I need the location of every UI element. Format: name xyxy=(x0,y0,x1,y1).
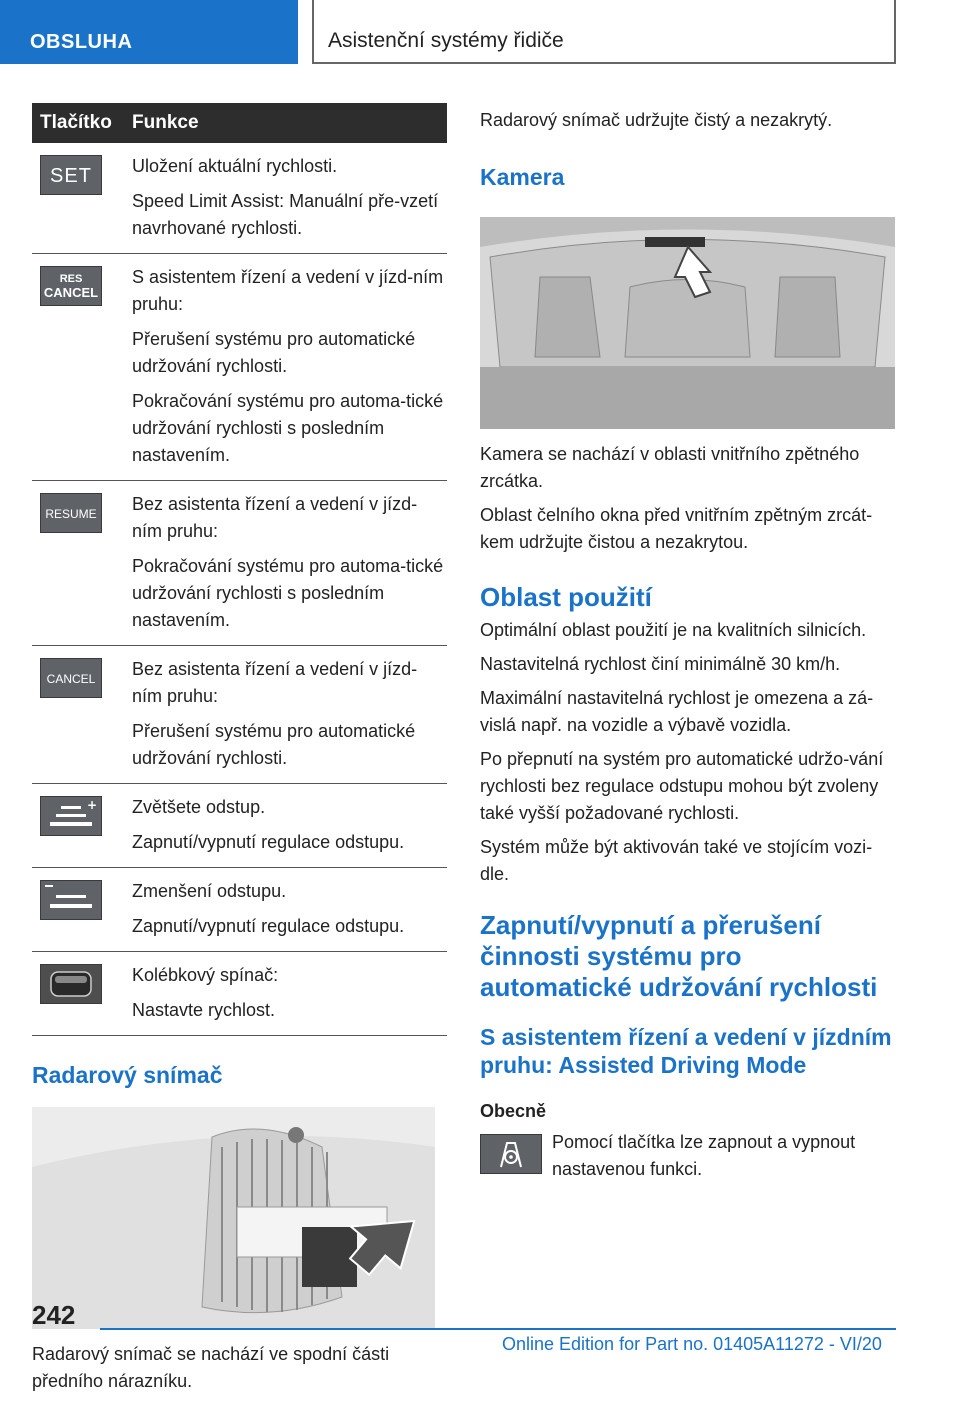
column-header-button: Tlačítko xyxy=(32,103,124,143)
chapter-title: Asistenční systémy řidiče xyxy=(312,0,896,64)
left-column xyxy=(32,103,447,1402)
rocker-switch-icon xyxy=(40,964,102,1004)
usage-text-1: Optimální oblast použití je na kvalitních silnicích. xyxy=(480,620,867,640)
function-text: S asistentem řízení a vedení v jízd-ním pruhu: xyxy=(132,267,444,314)
table-row xyxy=(32,952,447,1036)
icon-label-bottom: CANCEL xyxy=(43,285,99,300)
camera-image xyxy=(480,217,895,429)
usage-text-4: Po přepnutí na systém pro automatické udržo-vání rychlosti bez regulace odstupu mohou být zvoleny také vyšší požadované rychlosti. xyxy=(480,749,884,823)
function-text: Kolébkový spínač: xyxy=(132,965,279,985)
radar-heading: Radarový snímač xyxy=(32,1062,223,1088)
function-text: Zvětšete odstup. xyxy=(132,797,266,817)
table-row xyxy=(32,868,447,952)
function-text: Přerušení systému pro automatické udržování rychlosti. xyxy=(132,721,416,768)
camera-heading: Kamera xyxy=(480,164,565,190)
general-row xyxy=(480,1134,896,1190)
usage-text-5: Systém může být aktivován také ve stojícím vozi-dle. xyxy=(480,837,873,884)
function-text: Přerušení systému pro automatické udržování rychlosti. xyxy=(132,329,416,376)
right-column xyxy=(480,103,896,1190)
footer-divider xyxy=(100,1328,896,1330)
switching-heading: Zapnutí/vypnutí a přerušení činnosti systému pro automatické udržování rychlosti xyxy=(480,910,878,1002)
general-text: Pomocí tlačítka lze zapnout a vypnout nastavenou funkci. xyxy=(552,1132,856,1179)
page-header xyxy=(0,0,960,64)
function-text: Zapnutí/vypnutí regulace odstupu. xyxy=(132,916,405,936)
camera-text-2: Oblast čelního okna před vnitřním zpětným zrcát-kem udržujte čistou a nezakrytou. xyxy=(480,505,873,552)
page-number: 242 xyxy=(32,1300,76,1330)
assisted-driving-button-icon xyxy=(480,1134,542,1174)
table-row xyxy=(32,481,447,646)
function-text: Bez asistenta řízení a vedení v jízd-ním pruhu: xyxy=(132,494,418,541)
table-row xyxy=(32,254,447,481)
svg-text:+: + xyxy=(87,798,98,812)
set-button-icon: SET xyxy=(40,155,102,195)
radar-keep-clean-text: Radarový snímač udržujte čistý a nezakrytý. xyxy=(480,110,833,130)
table-row xyxy=(32,143,447,254)
section-tab: OBSLUHA xyxy=(0,0,298,64)
icon-label-top: RES xyxy=(59,273,83,285)
radar-sensor-image xyxy=(32,1107,435,1329)
usage-text-3: Maximální nastavitelná rychlost je omezena a zá-vislá např. na vozidle a výbavě vozidla. xyxy=(480,688,874,735)
usage-text-2: Nastavitelná rychlost činí minimálně 30 km/h. xyxy=(480,654,841,674)
distance-increase-icon xyxy=(40,796,102,836)
resume-button-icon: RESUME xyxy=(40,493,102,533)
column-header-function: Funkce xyxy=(124,103,447,143)
res-cancel-button-icon xyxy=(40,266,102,306)
function-text: Uložení aktuální rychlosti. xyxy=(132,156,338,176)
distance-decrease-icon xyxy=(40,880,102,920)
function-text: Nastavte rychlost. xyxy=(132,1000,276,1020)
function-text: Speed Limit Assist: Manuální pře-vzetí navrhované rychlosti. xyxy=(132,191,439,238)
table-header-row xyxy=(32,103,447,143)
function-text: Zapnutí/vypnutí regulace odstupu. xyxy=(132,832,405,852)
cancel-button-icon: CANCEL xyxy=(40,658,102,698)
switching-subheading: S asistentem řízení a vedení v jízdním pruhu: Assisted Driving Mode xyxy=(480,1024,892,1078)
button-function-table xyxy=(32,103,447,1036)
function-text: Pokračování systému pro automa-tické udržování rychlosti s posledním nastavením. xyxy=(132,556,444,630)
camera-text-1: Kamera se nachází v oblasti vnitřního zpětného zrcátka. xyxy=(480,444,860,491)
function-text: Pokračování systému pro automa-tické udržování rychlosti s posledním nastavením. xyxy=(132,391,444,465)
usage-heading: Oblast použití xyxy=(480,582,652,612)
table-row xyxy=(32,646,447,784)
table-row xyxy=(32,784,447,868)
function-text: Bez asistenta řízení a vedení v jízd-ním pruhu: xyxy=(132,659,418,706)
general-heading: Obecně xyxy=(480,1101,547,1121)
radar-caption: Radarový snímač se nachází ve spodní části předního nárazníku. xyxy=(32,1344,390,1391)
function-text: Zmenšení odstupu. xyxy=(132,881,287,901)
footer-edition: Online Edition for Part no. 01405A11272 - VI/20 xyxy=(502,1334,882,1354)
